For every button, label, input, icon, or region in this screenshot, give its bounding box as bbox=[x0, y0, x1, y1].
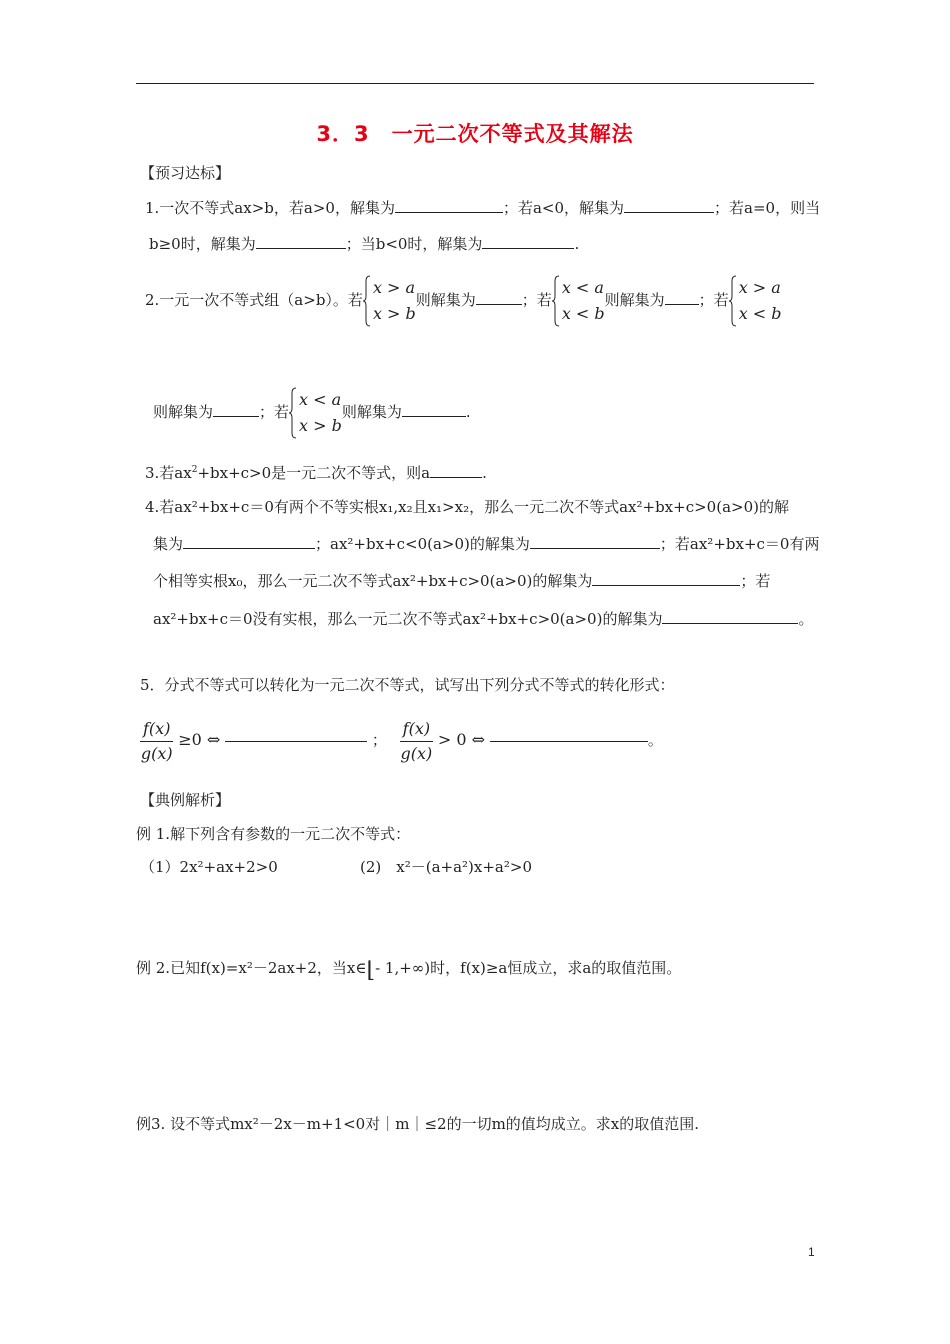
question-4-line-1: 4.若ax²+bx+c＝0有两个不等实根x₁,x₂且x₁>x₂，那么一元二次不等式ax²+bx+c>0(a>0)的解 bbox=[145, 498, 789, 516]
page-title: 3．3 一元二次不等式及其解法 bbox=[316, 122, 634, 146]
question-4-line-2: 集为 ；ax²+bx+c<0(a>0)的解集为 ；若ax²+bx+c＝0有两 bbox=[153, 535, 820, 553]
brace-icon bbox=[363, 275, 371, 327]
answer-blank[interactable] bbox=[430, 463, 482, 478]
answer-blank[interactable] bbox=[395, 198, 503, 213]
page-number: 1 bbox=[808, 1245, 815, 1259]
example-1-text: 例 1.解下列含有参数的一元二次不等式： bbox=[136, 825, 411, 843]
answer-blank[interactable] bbox=[183, 534, 315, 549]
question-1-line-1: 1.一次不等式ax>b，若a>0，解集为 ；若a<0，解集为 ；若a=0，则当 bbox=[145, 199, 821, 217]
header-rule bbox=[136, 83, 814, 84]
question-4-line-3: 个相等实根x₀，那么一元二次不等式ax²+bx+c>0(a>0)的解集为 ；若 bbox=[153, 572, 771, 590]
answer-blank[interactable] bbox=[402, 402, 466, 417]
question-1-line-2: b≥0时，解集为 ；当b<0时，解集为 . bbox=[149, 235, 580, 253]
interval: ⌊- 1,+∞) bbox=[366, 958, 431, 983]
section-examples-heading: 【典例解析】 bbox=[140, 791, 231, 809]
brace-icon bbox=[552, 275, 560, 327]
answer-blank[interactable] bbox=[256, 234, 346, 249]
inequality-system: x < a x < b bbox=[552, 275, 605, 327]
answer-blank[interactable] bbox=[225, 741, 367, 742]
question-3: 3.若$ax^2+bx+c>0$是一元二次不等式，则a . bbox=[145, 464, 487, 482]
example-3: 例3. 设不等式mx²－2x－m+1<0对｜m｜≤2的一切m的值均成立。求x的取值范围. bbox=[136, 1115, 700, 1133]
brace-icon bbox=[729, 275, 737, 327]
example-1-part-1: （1）2x²+ax+2>0 bbox=[140, 858, 278, 876]
answer-blank[interactable] bbox=[530, 534, 660, 549]
question-2-line-2: 则解集为 ；若 x < a x > b 则解集为 . bbox=[153, 386, 471, 442]
example-2: 例 2.已知f(x)=x²－2ax+2，当x∈⌊- 1,+∞)时，f(x)≥a恒成立，求a的取值范围。 bbox=[136, 958, 682, 983]
brace-icon bbox=[289, 387, 297, 439]
answer-blank[interactable] bbox=[482, 234, 574, 249]
answer-blank[interactable] bbox=[662, 609, 798, 624]
example-1-part-2: (2) x²－(a+a²)x+a²>0 bbox=[360, 858, 532, 876]
answer-blank[interactable] bbox=[213, 402, 259, 417]
question-2-line-1: 2.一元一次不等式组（a>b）。若 x > a x > b 则解集为 ；若 x < a x < b 则解集为 ；若 x > a x < b bbox=[145, 274, 782, 330]
answer-blank[interactable] bbox=[592, 571, 740, 586]
question-5-formula: $\frac{f(x)}{g(x)}$ ≥0 ⇔ ； $\frac{f(x)}{g(x)}$ > 0 ⇔ 。 bbox=[140, 714, 663, 770]
section-preview-heading: 【预习达标】 bbox=[140, 164, 231, 182]
fraction: $\frac{f(x)}{g(x)}$ bbox=[140, 718, 173, 763]
fraction: $\frac{f(x)}{g(x)}$ bbox=[400, 718, 433, 763]
inequality-system: x > a x < b bbox=[729, 275, 782, 327]
inequality-system: x < a x > b bbox=[289, 387, 342, 439]
question-4-line-4: ax²+bx+c＝0没有实根，那么一元二次不等式ax²+bx+c>0(a>0)的解集为 。 bbox=[153, 610, 814, 628]
answer-blank[interactable] bbox=[476, 290, 522, 305]
answer-blank[interactable] bbox=[624, 198, 714, 213]
question-5-text: 5．分式不等式可以转化为一元二次不等式，试写出下列分式不等式的转化形式： bbox=[140, 676, 675, 694]
inequality-system: x > a x > b bbox=[363, 275, 416, 327]
answer-blank[interactable] bbox=[490, 741, 648, 742]
answer-blank[interactable] bbox=[665, 290, 699, 305]
